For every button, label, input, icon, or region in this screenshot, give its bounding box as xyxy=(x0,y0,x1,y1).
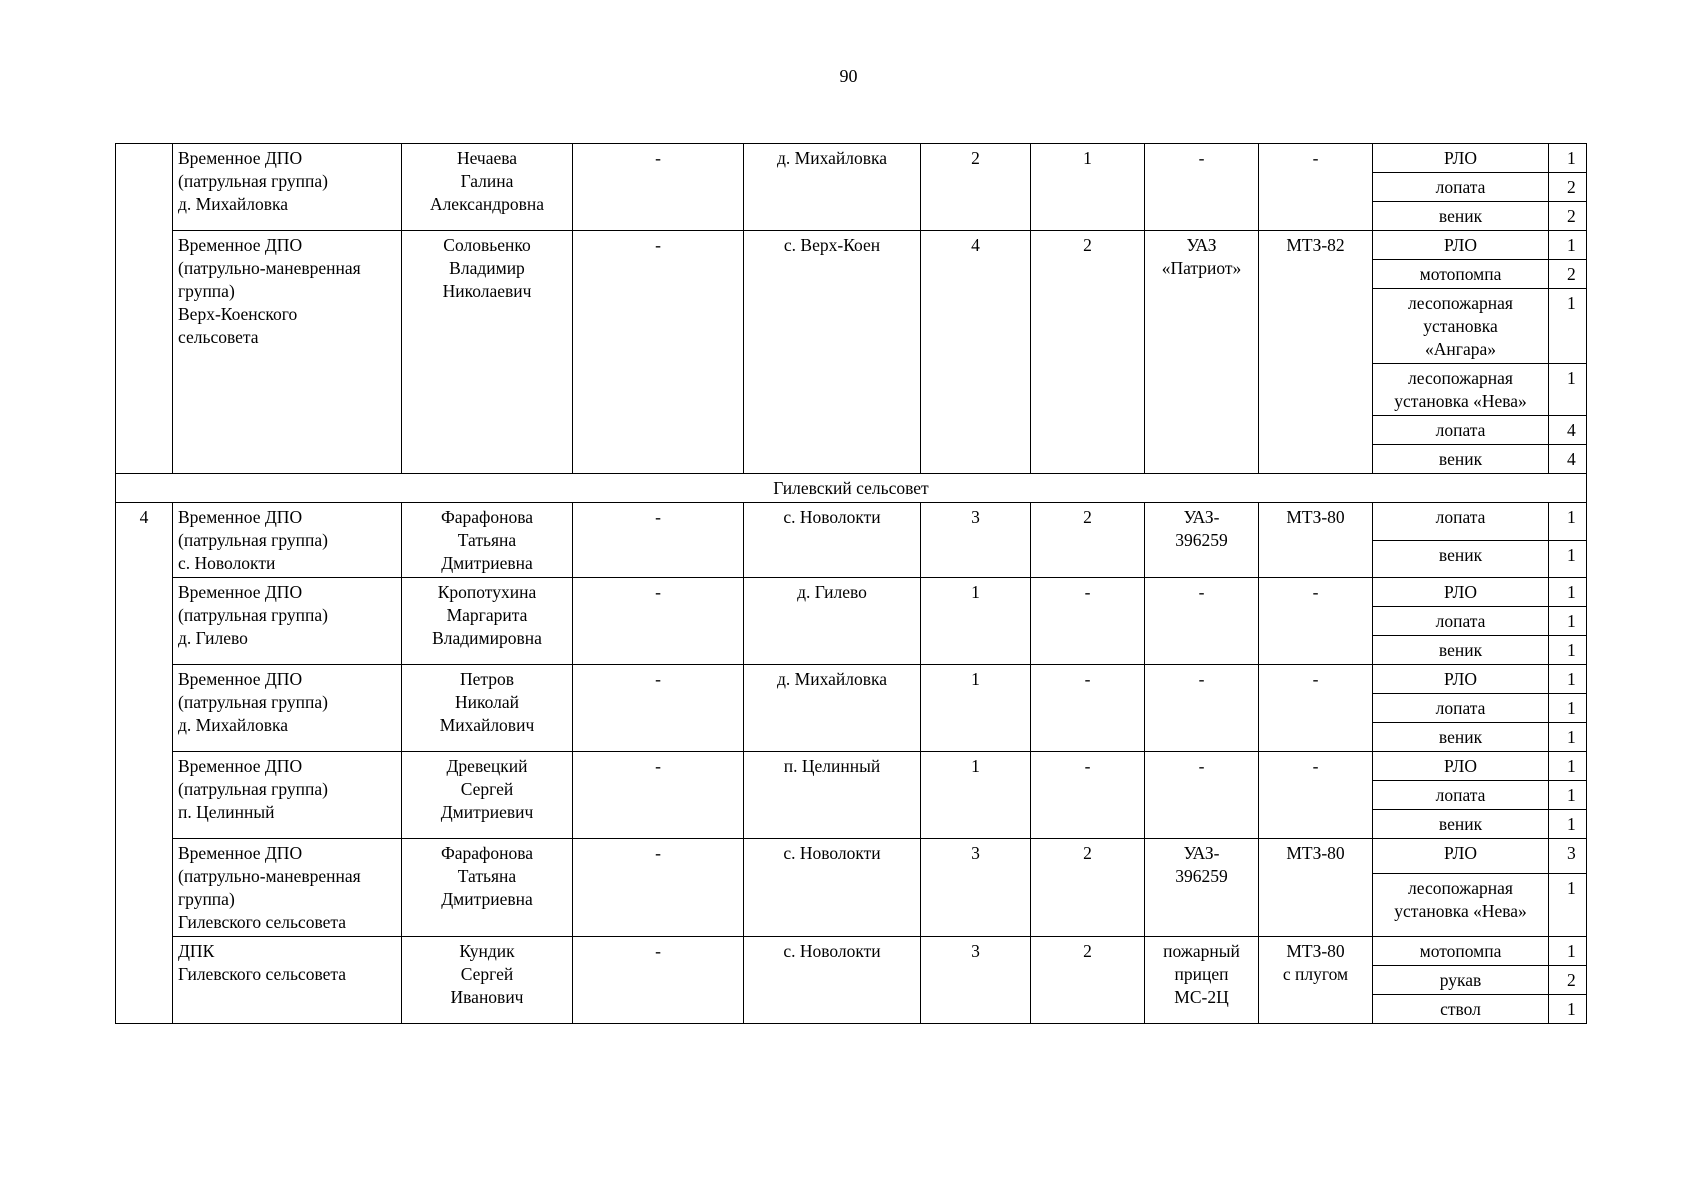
units-count-cell: 1 xyxy=(1031,144,1145,231)
units-count-cell: 2 xyxy=(1031,503,1145,578)
inventory-item-cell: РЛО xyxy=(1373,665,1549,694)
phone-cell: - xyxy=(573,578,744,665)
phone-cell: - xyxy=(573,937,744,1024)
phone-cell: - xyxy=(573,231,744,474)
table-body xyxy=(116,144,1587,1024)
inventory-qty-cell: 1 xyxy=(1549,937,1587,966)
table-row xyxy=(116,839,1587,874)
people-count-cell: 1 xyxy=(921,752,1031,839)
table-row xyxy=(116,144,1587,173)
inventory-item-cell: мотопомпа xyxy=(1373,937,1549,966)
inventory-qty-cell: 2 xyxy=(1549,173,1587,202)
location-cell: с. Верх-Коен xyxy=(744,231,921,474)
inventory-qty-cell: 1 xyxy=(1549,231,1587,260)
phone-cell: - xyxy=(573,665,744,752)
tractor-cell: МТЗ-80 xyxy=(1259,839,1373,937)
unit-name-cell: Временное ДПО (патрульная группа) д. Михайловка xyxy=(173,665,402,752)
inventory-item-cell: ствол xyxy=(1373,995,1549,1024)
head-name-cell: Древецкий Сергей Дмитриевич xyxy=(402,752,573,839)
vehicle-cell: УАЗ- 396259 xyxy=(1145,839,1259,937)
inventory-item-cell: веник xyxy=(1373,540,1549,578)
fire-brigade-table xyxy=(115,143,1587,1024)
tractor-cell: - xyxy=(1259,752,1373,839)
table-row xyxy=(116,752,1587,781)
inventory-item-cell: лопата xyxy=(1373,781,1549,810)
inventory-qty-cell: 1 xyxy=(1549,723,1587,752)
units-count-cell: - xyxy=(1031,752,1145,839)
inventory-qty-cell: 1 xyxy=(1549,503,1587,541)
phone-cell: - xyxy=(573,503,744,578)
unit-name-cell: Временное ДПО (патрульно-маневренная группа) Гилевского сельсовета xyxy=(173,839,402,937)
location-cell: д. Гилево xyxy=(744,578,921,665)
inventory-item-cell: мотопомпа xyxy=(1373,260,1549,289)
vehicle-cell: - xyxy=(1145,578,1259,665)
inventory-item-cell: веник xyxy=(1373,445,1549,474)
inventory-qty-cell: 1 xyxy=(1549,636,1587,665)
tractor-cell: - xyxy=(1259,578,1373,665)
unit-name-cell: Временное ДПО (патрульная группа) д. Михайловка xyxy=(173,144,402,231)
inventory-qty-cell: 1 xyxy=(1549,607,1587,636)
vehicle-cell: УАЗ- 396259 xyxy=(1145,503,1259,578)
head-name-cell: Фарафонова Татьяна Дмитриевна xyxy=(402,839,573,937)
inventory-item-cell: РЛО xyxy=(1373,578,1549,607)
inventory-qty-cell: 1 xyxy=(1549,578,1587,607)
head-name-cell: Кропотухина Маргарита Владимировна xyxy=(402,578,573,665)
inventory-item-cell: РЛО xyxy=(1373,231,1549,260)
inventory-qty-cell: 1 xyxy=(1549,144,1587,173)
location-cell: с. Новолокти xyxy=(744,937,921,1024)
location-cell: с. Новолокти xyxy=(744,503,921,578)
inventory-qty-cell: 4 xyxy=(1549,416,1587,445)
units-count-cell: - xyxy=(1031,578,1145,665)
phone-cell: - xyxy=(573,752,744,839)
inventory-item-cell: веник xyxy=(1373,810,1549,839)
location-cell: д. Михайловка xyxy=(744,144,921,231)
units-count-cell: 2 xyxy=(1031,937,1145,1024)
head-name-cell: Кундик Сергей Иванович xyxy=(402,937,573,1024)
inventory-qty-cell: 1 xyxy=(1549,995,1587,1024)
section-title: Гилевский сельсовет xyxy=(116,474,1587,503)
table-row xyxy=(116,665,1587,694)
inventory-qty-cell: 1 xyxy=(1549,540,1587,578)
units-count-cell: 2 xyxy=(1031,231,1145,474)
unit-name-cell: Временное ДПО (патрульная группа) с. Новолокти xyxy=(173,503,402,578)
people-count-cell: 4 xyxy=(921,231,1031,474)
inventory-qty-cell: 2 xyxy=(1549,260,1587,289)
inventory-qty-cell: 3 xyxy=(1549,839,1587,874)
table-row xyxy=(116,578,1587,607)
tractor-cell: МТЗ-80 xyxy=(1259,503,1373,578)
inventory-item-cell: лопата xyxy=(1373,503,1549,541)
inventory-item-cell: веник xyxy=(1373,636,1549,665)
inventory-item-cell: лесопожарная установка «Нева» xyxy=(1373,364,1549,416)
inventory-qty-cell: 1 xyxy=(1549,665,1587,694)
people-count-cell: 3 xyxy=(921,503,1031,578)
head-name-cell: Соловьенко Владимир Николаевич xyxy=(402,231,573,474)
inventory-item-cell: РЛО xyxy=(1373,839,1549,874)
unit-name-cell: Временное ДПО (патрульно-маневренная группа) Верх-Коенского сельсовета xyxy=(173,231,402,474)
inventory-qty-cell: 1 xyxy=(1549,694,1587,723)
tractor-cell: МТЗ-82 xyxy=(1259,231,1373,474)
vehicle-cell: - xyxy=(1145,665,1259,752)
phone-cell: - xyxy=(573,839,744,937)
location-cell: п. Целинный xyxy=(744,752,921,839)
table-row xyxy=(116,503,1587,541)
people-count-cell: 2 xyxy=(921,144,1031,231)
inventory-item-cell: РЛО xyxy=(1373,144,1549,173)
inventory-qty-cell: 1 xyxy=(1549,364,1587,416)
vehicle-cell: - xyxy=(1145,144,1259,231)
people-count-cell: 1 xyxy=(921,665,1031,752)
table-row xyxy=(116,231,1587,260)
inventory-item-cell: лопата xyxy=(1373,607,1549,636)
people-count-cell: 3 xyxy=(921,937,1031,1024)
inventory-qty-cell: 1 xyxy=(1549,810,1587,839)
tractor-cell: МТЗ-80 с плугом xyxy=(1259,937,1373,1024)
people-count-cell: 1 xyxy=(921,578,1031,665)
page-number: 90 xyxy=(839,66,858,86)
inventory-qty-cell: 1 xyxy=(1549,874,1587,937)
tractor-cell: - xyxy=(1259,144,1373,231)
row-number-cell: 4 xyxy=(116,503,173,1024)
head-name-cell: Петров Николай Михайлович xyxy=(402,665,573,752)
unit-name-cell: ДПК Гилевского сельсовета xyxy=(173,937,402,1024)
inventory-item-cell: веник xyxy=(1373,202,1549,231)
units-count-cell: - xyxy=(1031,665,1145,752)
phone-cell: - xyxy=(573,144,744,231)
inventory-item-cell: рукав xyxy=(1373,966,1549,995)
inventory-item-cell: лопата xyxy=(1373,416,1549,445)
inventory-item-cell: лопата xyxy=(1373,694,1549,723)
inventory-item-cell: веник xyxy=(1373,723,1549,752)
inventory-qty-cell: 1 xyxy=(1549,289,1587,364)
inventory-item-cell: лесопожарная установка «Ангара» xyxy=(1373,289,1549,364)
vehicle-cell: - xyxy=(1145,752,1259,839)
inventory-item-cell: лесопожарная установка «Нева» xyxy=(1373,874,1549,937)
location-cell: с. Новолокти xyxy=(744,839,921,937)
section-header-row xyxy=(116,474,1587,503)
inventory-qty-cell: 1 xyxy=(1549,752,1587,781)
inventory-qty-cell: 2 xyxy=(1549,202,1587,231)
people-count-cell: 3 xyxy=(921,839,1031,937)
vehicle-cell: УАЗ «Патриот» xyxy=(1145,231,1259,474)
row-number-cell xyxy=(116,144,173,474)
vehicle-cell: пожарный прицеп МС-2Ц xyxy=(1145,937,1259,1024)
head-name-cell: Фарафонова Татьяна Дмитриевна xyxy=(402,503,573,578)
unit-name-cell: Временное ДПО (патрульная группа) п. Целинный xyxy=(173,752,402,839)
unit-name-cell: Временное ДПО (патрульная группа) д. Гилево xyxy=(173,578,402,665)
tractor-cell: - xyxy=(1259,665,1373,752)
head-name-cell: Нечаева Галина Александровна xyxy=(402,144,573,231)
inventory-item-cell: РЛО xyxy=(1373,752,1549,781)
inventory-qty-cell: 1 xyxy=(1549,781,1587,810)
location-cell: д. Михайловка xyxy=(744,665,921,752)
inventory-qty-cell: 4 xyxy=(1549,445,1587,474)
units-count-cell: 2 xyxy=(1031,839,1145,937)
inventory-item-cell: лопата xyxy=(1373,173,1549,202)
table-row xyxy=(116,937,1587,966)
inventory-qty-cell: 2 xyxy=(1549,966,1587,995)
